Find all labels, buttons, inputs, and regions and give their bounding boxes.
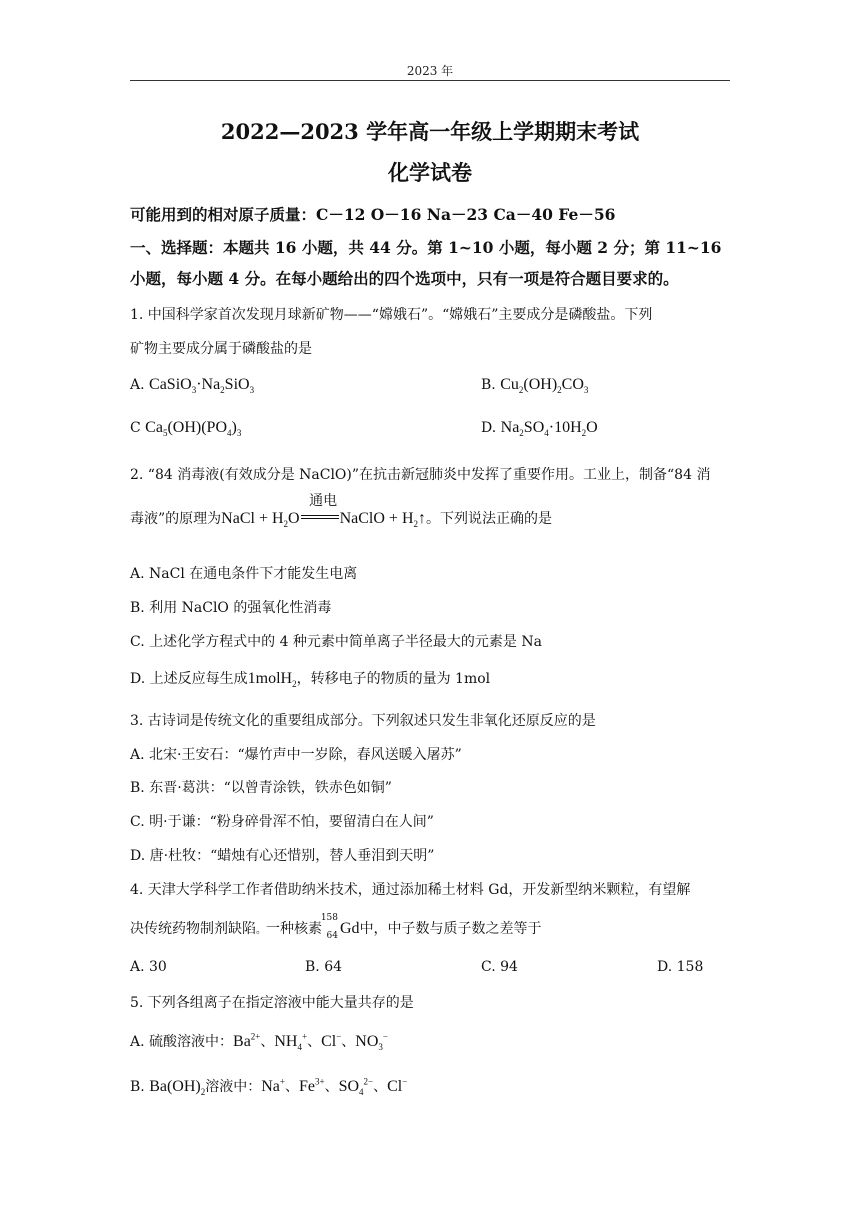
q5-option-a: A. 硫酸溶液中：$Ba^{2+}$、$NH_4^+$、Cl−、$NO_3^-$ — [130, 1031, 388, 1053]
q3-option-c: C. 明·于谦：“粉身碎骨浑不怕，要留清白在人间” — [130, 814, 434, 830]
q2-option-a: A. NaCl 在通电条件下才能发生电离 — [130, 566, 358, 582]
q3-stem: 3. 古诗词是传统文化的重要组成部分。下列叙述只发生非氧化还原反应的是 — [130, 713, 596, 729]
q4-option-b: B. 64 — [305, 959, 343, 975]
q1-option-b: B. $Cu_2(OH)_2CO_3$ — [481, 376, 589, 396]
header-divider — [130, 80, 730, 81]
q3-option-d: D. 唐·杜牧：“蜡烛有心还惜别，替人垂泪到天明” — [130, 848, 435, 864]
q2-equation: 通电 NaCl + $H_2O$ NaClO + $H_2↑$ — [221, 493, 426, 530]
q1-option-c: C $Ca_5(OH)(PO_4)_3$ — [130, 419, 242, 439]
q2-option-b: B. 利用 NaClO 的强氧化性消毒 — [130, 600, 332, 616]
q2-stem-2: 毒液”的原理为 通电 NaCl + $H_2O$ NaClO + $H_2↑$。下列说法正确的是 — [130, 493, 552, 530]
page-header: 2023 年 — [406, 64, 454, 78]
q1-option-a: A. $CaSiO_3\cdot Na_2SiO_3$ — [130, 376, 255, 396]
section-1-instructions-1: 一、选择题：本题共 16 小题，共 44 分。第 1~10 小题，每小题 2 分；第 11~16 — [130, 238, 722, 257]
q2-stem-1: 2. “84 消毒液(有效成分是 NaClO)”在抗击新冠肺炎中发挥了重要作用。工业上，制备“84 消 — [130, 467, 711, 483]
q4-option-a: A. 30 — [130, 959, 167, 975]
section-1-instructions-2: 小题，每小题 4 分。在每小题给出的四个选项中，只有一项是符合题目要求的。 — [130, 269, 679, 288]
atomic-masses: 可能用到的相对原子质量：C－12 O－16 Na－23 Ca－40 Fe－56 — [130, 205, 616, 224]
q4-option-d: D. 158 — [657, 959, 704, 975]
q2-option-d: D. 上述反应每生成1molH$_2$，转移电子的物质的量为 1mol — [130, 670, 491, 690]
q1-option-d: D. $Na_2SO_4\cdot 10H_2O$ — [481, 419, 598, 439]
q4-stem-1: 4. 天津大学科学工作者借助纳米技术，通过添加稀土材料 Gd，开发新型纳米颗粒，有望解 — [130, 882, 691, 898]
q2-option-c: C. 上述化学方程式中的 4 种元素中简单离子半径最大的元素是 Na — [130, 634, 542, 650]
q1-stem-1: 1. 中国科学家首次发现月球新矿物——“嫦娥石”。“嫦娥石”主要成分是磷酸盐。下列 — [130, 307, 653, 323]
q3-option-a: A. 北宋·王安石：“爆竹声中一岁除，春风送暖入屠苏” — [130, 747, 462, 763]
q5-option-b: B. $Ba(OH)_2$溶液中：Na+、$Fe^{3+}$、$SO_4^{2-}$、Cl− — [130, 1076, 408, 1098]
q5-stem: 5. 下列各组离子在指定溶液中能大量共存的是 — [130, 995, 414, 1011]
q1-stem-2: 矿物主要成分属于磷酸盐的是 — [130, 341, 312, 357]
q3-option-b: B. 东晋·葛洪：“以曾青涂铁，铁赤色如铜” — [130, 780, 392, 796]
q4-stem-2: 决传统药物制剂缺陷。一种核素 158 64 Gd中，中子数与质子数之差等于 — [130, 913, 542, 941]
exam-subtitle: 化学试卷 — [388, 160, 472, 185]
q4-option-c: C. 94 — [481, 959, 518, 975]
exam-title: 2022—2023 学年高一年级上学期期末考试 — [220, 119, 640, 144]
